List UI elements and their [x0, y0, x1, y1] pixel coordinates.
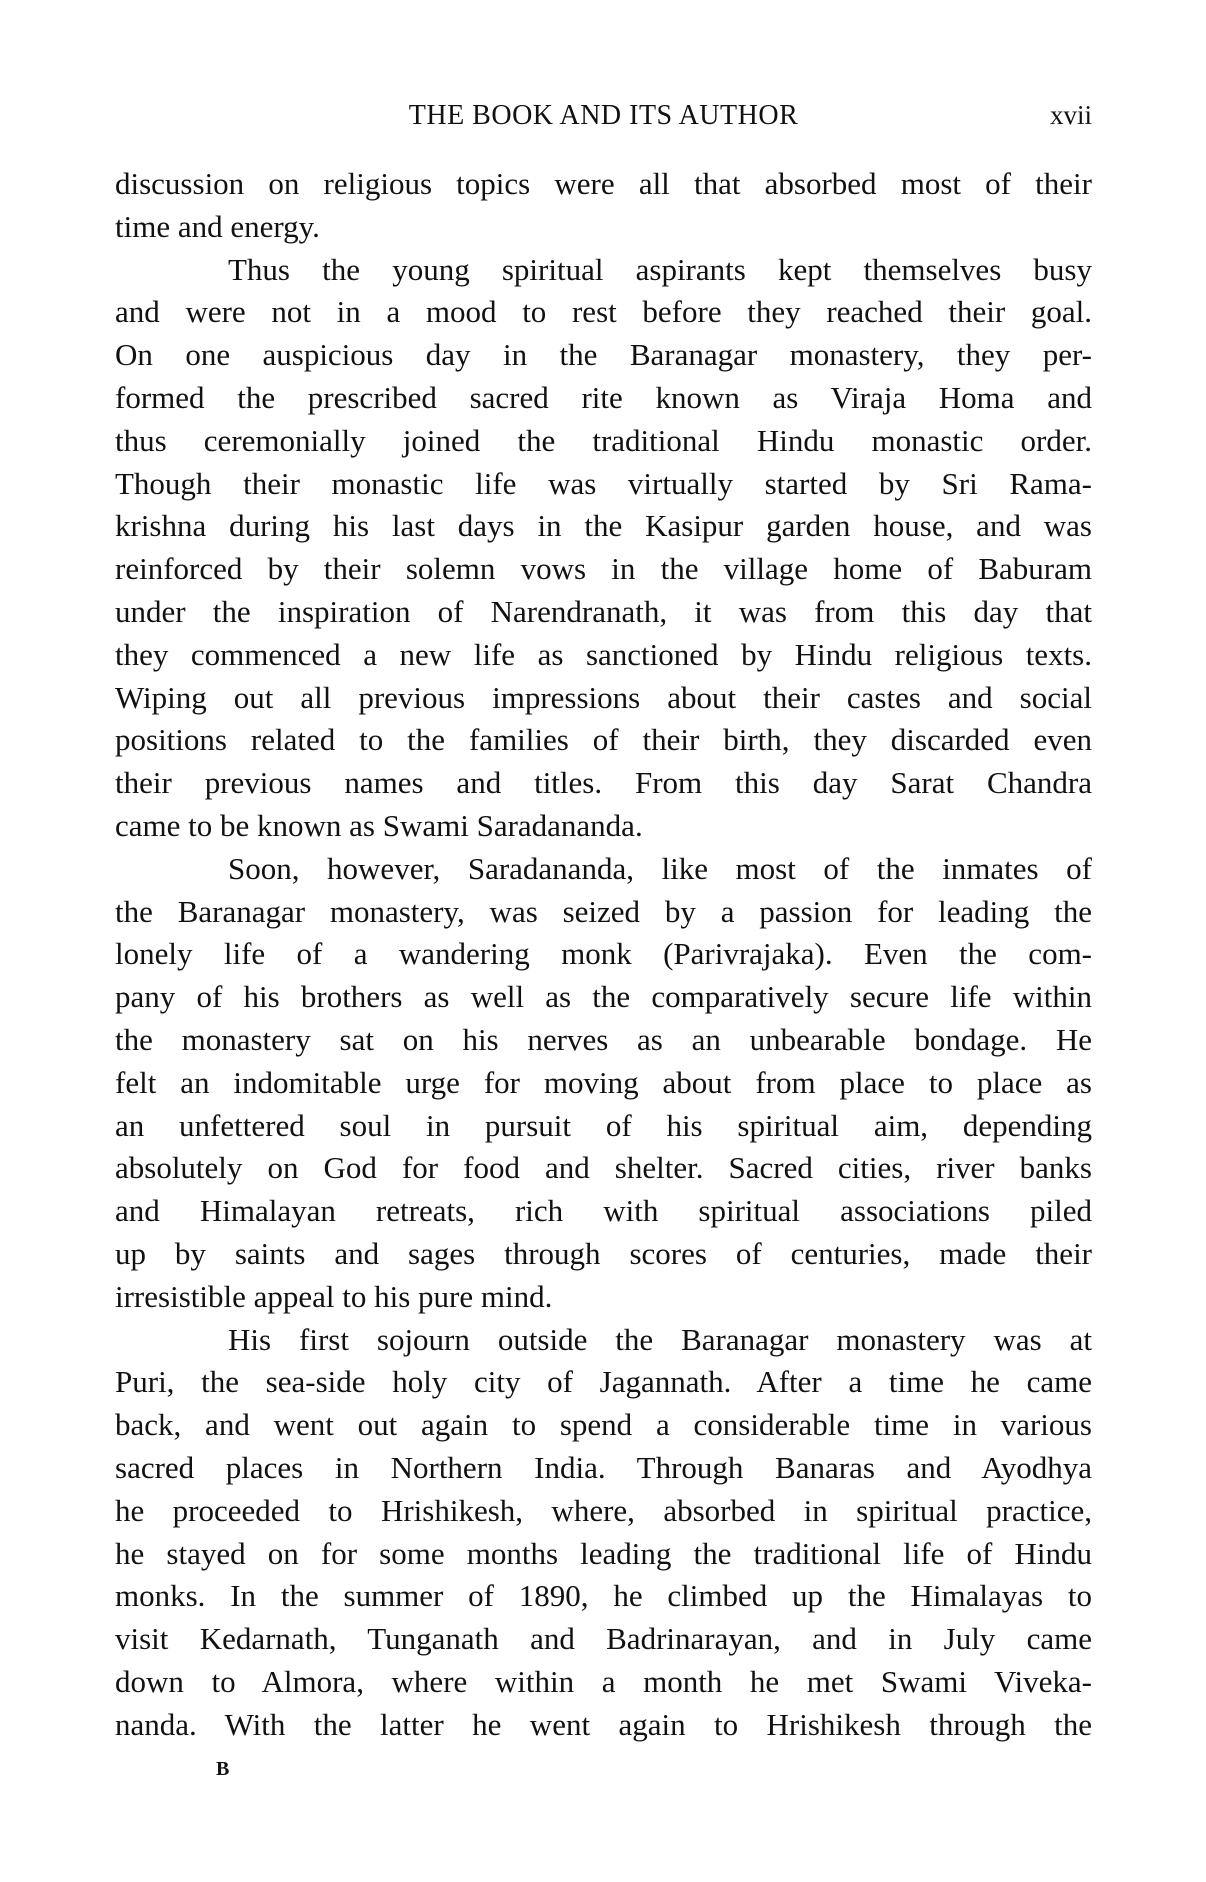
- text-line: the monastery sat on his nerves as an unbearable bondage. He: [115, 1021, 1092, 1057]
- text-line: felt an indomitable urge for moving about from place to place as: [115, 1064, 1092, 1100]
- text-line: Wiping out all previous impressions about their castes and social: [115, 679, 1092, 715]
- text-line: time and energy.: [115, 208, 320, 244]
- text-line: their previous names and titles. From this day Sarat Chandra: [115, 765, 1092, 801]
- text-line: sacred places in Northern India. Through Banaras and Ayodhya: [115, 1449, 1092, 1485]
- text-line: Though their monastic life was virtually started by Sri Rama-: [115, 465, 1092, 501]
- page-number: xvii: [1049, 100, 1092, 130]
- text-line: he proceeded to Hrishikesh, where, absorbed in spiritual practice,: [115, 1492, 1092, 1528]
- text-line: and Himalayan retreats, rich with spiritual associations piled: [115, 1193, 1092, 1229]
- paragraph: [115, 1319, 1092, 1747]
- text-line: monks. In the summer of 1890, he climbed up the Himalayas to: [115, 1578, 1092, 1614]
- text-line: they commenced a new life as sanctioned by Hindu religious texts.: [115, 636, 1092, 672]
- text-line: pany of his brothers as well as the comparatively secure life within: [115, 979, 1092, 1015]
- text-line: back, and went out again to spend a considerable time in various: [115, 1407, 1092, 1443]
- text-line: His first sojourn outside the Baranagar monastery was at: [228, 1321, 1092, 1357]
- text-line: irresistible appeal to his pure mind.: [115, 1278, 553, 1314]
- text-line: reinforced by their solemn vows in the village home of Baburam: [115, 551, 1092, 587]
- text-line: absolutely on God for food and shelter. Sacred cities, river banks: [115, 1150, 1092, 1186]
- text-line: an unfettered soul in pursuit of his spiritual aim, depending: [115, 1107, 1092, 1143]
- running-header: [115, 100, 1092, 140]
- paragraph: [115, 848, 1092, 1319]
- text-line: formed the prescribed sacred rite known as Viraja Homa and: [115, 379, 1092, 415]
- text-line: down to Almora, where within a month he met Swami Viveka-: [115, 1663, 1092, 1699]
- text-line: came to be known as Swami Saradananda.: [115, 807, 643, 843]
- text-line: under the inspiration of Narendranath, it was from this day that: [115, 593, 1092, 629]
- text-line: he stayed on for some months leading the traditional life of Hindu: [115, 1535, 1092, 1571]
- text-line: and were not in a mood to rest before they reached their goal.: [115, 294, 1092, 330]
- running-title: THE BOOK AND ITS AUTHOR: [408, 100, 799, 131]
- text-line: Thus the young spiritual aspirants kept themselves busy: [228, 251, 1092, 287]
- text-line: discussion on religious topics were all that absorbed most of their: [115, 166, 1092, 201]
- text-line: Soon, however, Saradananda, like most of the inmates of: [228, 850, 1092, 886]
- text-line: krishna during his last days in the Kasipur garden house, and was: [115, 508, 1092, 544]
- page-body: [115, 163, 1092, 1746]
- text-line: nanda. With the latter he went again to Hrishikesh through the: [115, 1706, 1092, 1742]
- text-line: thus ceremonially joined the traditional Hindu monastic order.: [115, 422, 1092, 458]
- text-line: Puri, the sea-side holy city of Jagannath. After a time he came: [115, 1364, 1092, 1400]
- text-line: positions related to the families of their birth, they discarded even: [115, 722, 1092, 758]
- text-line: up by saints and sages through scores of centuries, made their: [115, 1235, 1092, 1271]
- text-line: On one auspicious day in the Baranagar monastery, they per-: [115, 337, 1092, 373]
- signature-mark: B: [216, 1758, 230, 1780]
- text-line: lonely life of a wandering monk (Parivrajaka). Even the com-: [115, 936, 1092, 972]
- text-line: visit Kedarnath, Tunganath and Badrinarayan, and in July came: [115, 1621, 1092, 1657]
- paragraph: [115, 249, 1092, 848]
- paragraph: [115, 163, 1092, 249]
- text-line: the Baranagar monastery, was seized by a passion for leading the: [115, 893, 1092, 929]
